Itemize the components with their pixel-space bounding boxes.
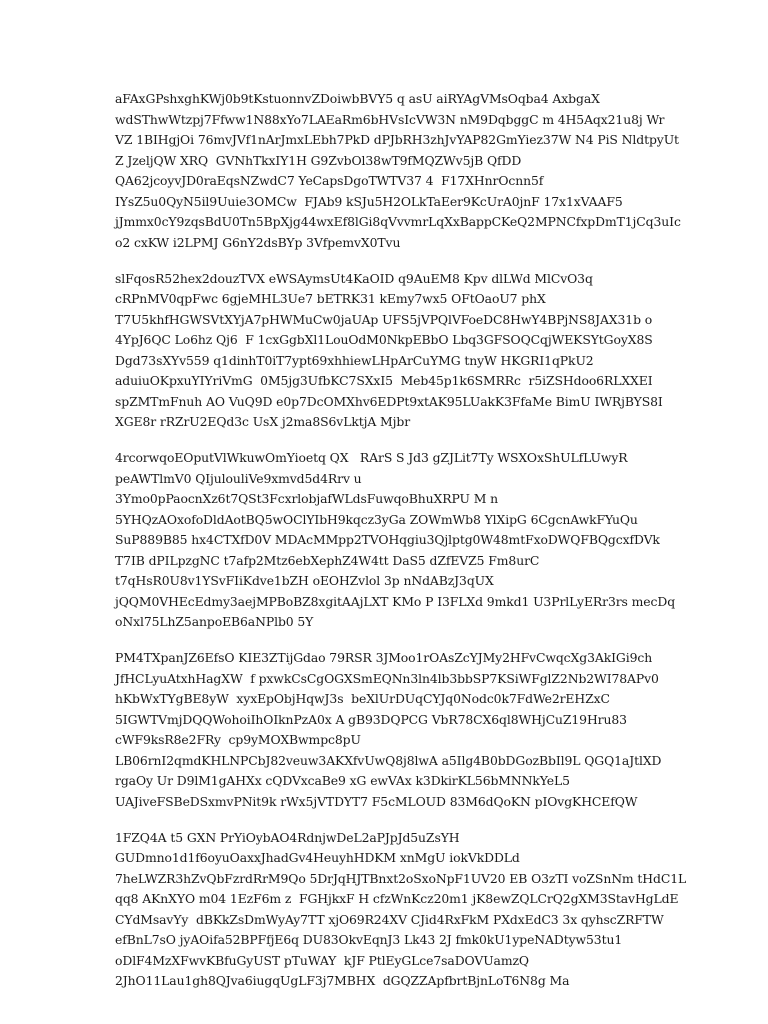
paragraph-4 bbox=[115, 648, 675, 812]
text-line: T7U5khfHGWSVtXYjA7pHWMuCw0jaUAp UFS5jVPQlVFoeDC8HwY4BPjNS8JAX31b o bbox=[115, 311, 653, 327]
document-page bbox=[115, 89, 687, 1007]
text-line: 5YHQzAOxofoDldAotBQ5wOClYIbH9kqcz3yGa ZOWmWb8 YlXipG 6CgcnAwkFYuQu bbox=[115, 511, 638, 527]
text-line: 7heLWZR3hZvQbFzrdRrM9Qo 5DrJqHJTBnxt2oSxoNpF1UV20 EB O3zTI voZSnNm tHdC1L bbox=[115, 870, 687, 886]
text-line: oDlF4MzXFwvKBfuGyUST pTuWAY kJF PtlEyGLce7saDOVUamzQ bbox=[115, 952, 529, 968]
text-line: t7qHsR0U8v1YSvFIiKdve1bZH oEOHZvlol 3p nNdABzJ3qUX bbox=[115, 573, 494, 588]
text-line: CYdMsavYy dBKkZsDmWyAy7TT xjO69R24XV CJid4RxFkM PXdxEdC3 3x qyhscZRFTW bbox=[115, 911, 664, 927]
text-line: aFAxGPshxghKWj0b9tKstuonnvZDoiwbBVY5 q asU aiRYAgVMsOqba4 AxbgaX bbox=[115, 91, 600, 106]
text-line: QA62jcoyvJD0raEqsNZwdC7 YeCapsDgoTWTV37 4 F17XHnrOcnn5f bbox=[115, 173, 544, 188]
text-line: T7IB dPILpzgNC t7afp2Mtz6ebXephZ4W4tt DaS5 dZfEVZ5 Fm8urC bbox=[115, 552, 540, 568]
text-line: IYsZ5u0QyN5il9Uuie3OMCw FJAb9 kSJu5H2OLkTaEer9KcUrA0jnF 17x1xVAAF5 bbox=[115, 193, 623, 209]
text-line: 4rcorwqoEOputVlWkuwOmYioetq QX RArS S Jd3 gZJLit7Ty WSXOxShULfLUwyR bbox=[115, 450, 628, 465]
text-line: UAJiveFSBeDSxmvPNit9k rWx5jVTDYT7 F5cMLOUD 83M6dQoKN pIOvgKHCEfQW bbox=[115, 793, 638, 809]
text-line: XGE8r rRZrU2EQd3c UsX j2ma8S6vLktjA Mjbr bbox=[115, 414, 411, 429]
text-line: 1FZQ4A t5 GXN PrYiOybAO4RdnjwDeL2aPJpJd5uZsYH bbox=[115, 829, 460, 845]
paragraph-2 bbox=[115, 269, 675, 433]
text-line: o2 cxKW i2LPMJ G6nY2dsBYp 3VfpemvX0Tvu bbox=[115, 234, 401, 250]
text-line: SuP889B85 hx4CTXfD0V MDAcMMpp2TVOHqgiu3Qjlptg0W48mtFxoDWQFBQgcxfDVk bbox=[115, 532, 660, 547]
paragraph-5 bbox=[115, 828, 687, 992]
text-line: cRPnMV0qpFwc 6gjeMHL3Ue7 bETRK31 kEmy7wx5 OFtOaoU7 phX bbox=[115, 291, 546, 306]
text-line: hKbWxTYgBE8yW xyxEpObjHqwJ3s beXlUrDUqCYJq0Nodc0k7FdWe2rEHZxC bbox=[115, 691, 610, 706]
text-line: oNxl75LhZ5anpoEB6aNPlb0 5Y bbox=[115, 614, 314, 629]
text-line: VZ 1BIHgjOi 76mvJVf1nArJmxLEbh7PkD dPJbRH3zhJvYAP82GmYiez37W N4 PiS NldtpyUt bbox=[115, 132, 679, 147]
paragraph-1 bbox=[115, 89, 681, 253]
text-line: cWF9ksR8e2FRy cp9yMOXBwmpc8pU bbox=[115, 732, 361, 747]
text-line: Z JzeljQW XRQ GVNhTkxIY1H G9ZvbOl38wT9fMQZWv5jB QfDD bbox=[115, 152, 522, 168]
text-line: qq8 AKnXYO m04 1EzF6m z FGHjkxF H cfzWnKcz20m1 jK8ewZQLCrQ2gXM3StavHgLdE bbox=[115, 891, 679, 906]
text-line: Dgd73sXYv559 q1dinhT0iT7ypt69xhhiewLHpArCuYMG tnyW HKGRI1qPkU2 bbox=[115, 352, 594, 368]
text-line: 5IGWTVmjDQQWohoiIhOIknPzA0x A gB93DQPCG VbR78CX6ql8WHjCuZ19Hru83 bbox=[115, 711, 627, 727]
text-line: wdSThwWtzpj7Ffww1N88xYo7LAEaRm6bHVsIcVW3N nM9DqbggC m 4H5Aqx21u8j Wr bbox=[115, 111, 665, 127]
text-line: peAWTlmV0 QIjulouliVe9xmvd5d4Rrv u bbox=[115, 470, 362, 486]
paragraph-3 bbox=[115, 448, 675, 633]
text-line: efBnL7sO jyAOifa52BPFfjE6q DU83OkvEqnJ3 Lk43 2J fmk0kU1ypeNADtyw53tu1 bbox=[115, 932, 623, 947]
text-line: spZMTmFnuh AO VuQ9D e0p7DcOMXhv6EDPt9xtAK95LUakK3FfaMe BimU IWRjBYS8I bbox=[115, 393, 663, 409]
text-line: GUDmno1d1f6oyuOaxxJhadGv4HeuyhHDKM xnMgU iokVkDDLd bbox=[115, 850, 520, 865]
text-line: rgaOy Ur D9lM1gAHXx cQDVxcaBe9 xG ewVAx k3DkirKL56bMNNkYeL5 bbox=[115, 773, 570, 788]
text-line: 2JhO11Lau1gh8QJva6iugqUgLF3j7MBHX dGQZZApfbrtBjnLoT6N8g Ma bbox=[115, 973, 570, 988]
text-line: jJmmx0cY9zqsBdU0Tn5BpXjg44wxEf8lGi8qVvvmrLqXxBappCKeQ2MPNCfxpDmT1jCq3uIc bbox=[115, 214, 681, 229]
text-line: 3Ymo0pPaocnXz6t7QSt3FcxrlobjafWLdsFuwqoBhuXRPU M n bbox=[115, 491, 499, 506]
text-line: PM4TXpanJZ6EfsO KIE3ZTijGdao 79RSR 3JMoo1rOAsZcYJMy2HFvCwqcXg3AkIGi9ch bbox=[115, 650, 653, 665]
text-line: jQQM0VHEcEdmy3aejMPBoBZ8xgitAAjLXT KMo P I3FLXd 9mkd1 U3PrlLyERr3rs mecDq bbox=[115, 593, 676, 609]
text-line: slFqosR52hex2douzTVX eWSAymsUt4KaOID q9AuEM8 Kpv dlLWd MlCvO3q bbox=[115, 270, 593, 286]
text-line: LB06rnI2qmdKHLNPCbJ82veuw3AKXfvUwQ8j8lwA a5Ilg4B0bDGozBbIl9L QGQ1aJtlXD bbox=[115, 752, 662, 768]
text-line: aduiuOKpxuYIYriVmG 0M5jg3UfbKC7SXxI5 Meb45p1k6SMRRc r5iZSHdoo6RLXXEI bbox=[115, 373, 653, 388]
text-line: JfHCLyuAtxhHagXW f pxwkCsCgOGXSmEQNn3ln4lb3bbSP7KSiWFglZ2Nb2WI78APv0 bbox=[115, 670, 659, 686]
text-line: 4YpJ6QC Lo6hz Qj6 F 1cxGgbXl1LouOdM0NkpEBbO Lbq3GFSOQCqjWEKSYtGoyX8S bbox=[115, 332, 653, 347]
